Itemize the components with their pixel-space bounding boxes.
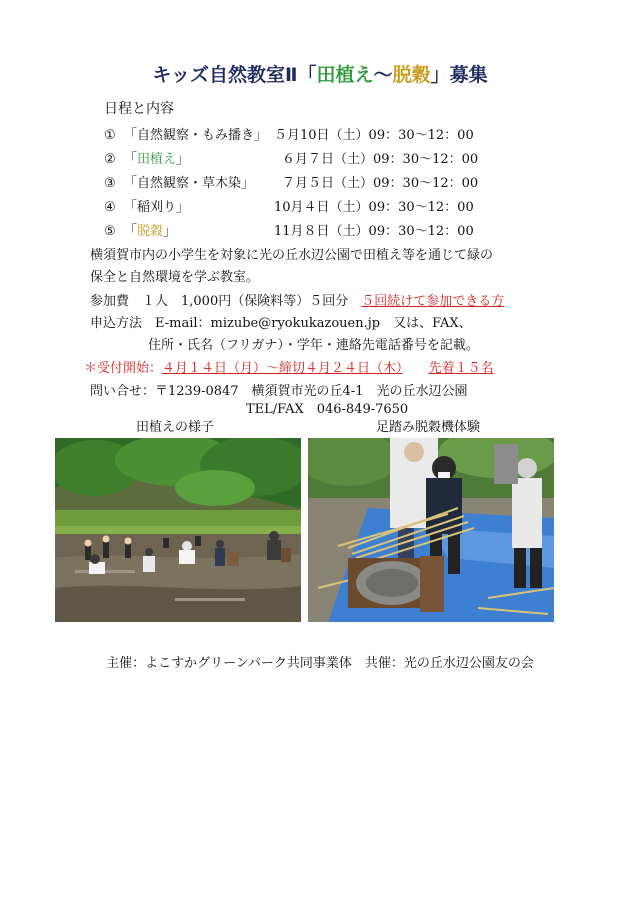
schedule-item-1-date: ５月10日（土）09：30～12：00 bbox=[274, 128, 474, 143]
fee-note: ５回続けて参加できる方 bbox=[361, 294, 505, 309]
title-tilde: ～ bbox=[373, 64, 393, 86]
threshing-photo bbox=[308, 438, 554, 622]
schedule-item-3-date: ７月５日（土）09：30～12：00 bbox=[282, 176, 479, 191]
schedule-item-number: ⑤ bbox=[104, 224, 116, 239]
title-rice-planting: 田植え bbox=[316, 64, 374, 86]
description-line-2: 保全と自然環境を学ぶ教室。 bbox=[90, 270, 260, 285]
schedule-item-4: ④ 「稲刈り」 bbox=[104, 200, 190, 215]
contact-line-1: 問い合せ：〒1239-0847 横須賀市光の丘4-1 光の丘水辺公園 bbox=[90, 384, 468, 399]
asterisk-mark: ＊ bbox=[84, 361, 98, 376]
schedule-item-5: ⑤ 「脱穀」 bbox=[104, 224, 177, 239]
left-photo-caption: 田植えの様子 bbox=[136, 420, 215, 435]
schedule-item-number: ③ bbox=[104, 176, 116, 191]
contact-tel: TEL/FAX 046-849-7650 bbox=[246, 402, 409, 417]
schedule-item-3: ③ 「自然観察・草木染」 bbox=[104, 176, 255, 191]
fee-line bbox=[90, 290, 504, 309]
schedule-item-label: 田植え bbox=[137, 152, 177, 167]
title-suffix: 」募集 bbox=[430, 64, 488, 86]
organizer-footer: 主催：よこすかグリーンパーク共同事業体 共催：光の丘水辺公園友の会 bbox=[106, 656, 534, 671]
schedule-item-label: 自然観察・もみ播き bbox=[137, 128, 255, 143]
title-threshing: 脱穀 bbox=[392, 64, 431, 86]
rice-planting-photo bbox=[55, 438, 301, 622]
schedule-item-2-date: ６月７日（土）09：30～12：00 bbox=[282, 152, 479, 167]
schedule-item-4-date: 10月４日（土）09：30～12：00 bbox=[274, 200, 474, 215]
title-prefix: キッズ自然教室Ⅱ「 bbox=[152, 64, 317, 86]
description-line-1: 横須賀市内の小学生を対象に光の丘水辺公園で田植え等を通じて緑の bbox=[90, 248, 494, 263]
fee-label: 参加費 １人 1,000円（保険料等）５回分 bbox=[90, 294, 349, 309]
apply-line-1: 申込方法 E-mail：mizube@ryokukazouen.jp 又は、FAX、 bbox=[90, 316, 472, 331]
apply-line-2: 住所・氏名（フリガナ）・学年・連絡先電話番号を記載。 bbox=[148, 338, 479, 353]
schedule-item-label: 自然観察・草木染 bbox=[137, 176, 242, 191]
reception-line bbox=[84, 357, 494, 376]
schedule-item-number: ② bbox=[104, 152, 116, 167]
schedule-item-1: ① 「自然観察・もみ播き」 bbox=[104, 128, 268, 143]
schedule-item-number: ④ bbox=[104, 200, 116, 215]
schedule-item-label: 稲刈り bbox=[137, 200, 177, 215]
first-come-badge: 先着１５名 bbox=[428, 361, 494, 376]
schedule-item-number: ① bbox=[104, 128, 116, 143]
schedule-item-5-date: 11月８日（土）09：30～12：00 bbox=[274, 224, 474, 239]
schedule-heading: 日程と内容 bbox=[104, 101, 174, 117]
right-photo-caption: 足踏み脱穀機体験 bbox=[376, 420, 481, 435]
page-title bbox=[0, 60, 640, 87]
reception-period: ４月１４日（月）～締切４月２４日（木） bbox=[162, 361, 403, 376]
reception-label: 受付開始： bbox=[97, 361, 163, 376]
rice-planting-illustration bbox=[55, 438, 301, 622]
threshing-illustration bbox=[308, 438, 554, 622]
schedule-item-label: 脱穀 bbox=[137, 224, 164, 239]
schedule-item-2: ② 「田植え」 bbox=[104, 152, 190, 167]
